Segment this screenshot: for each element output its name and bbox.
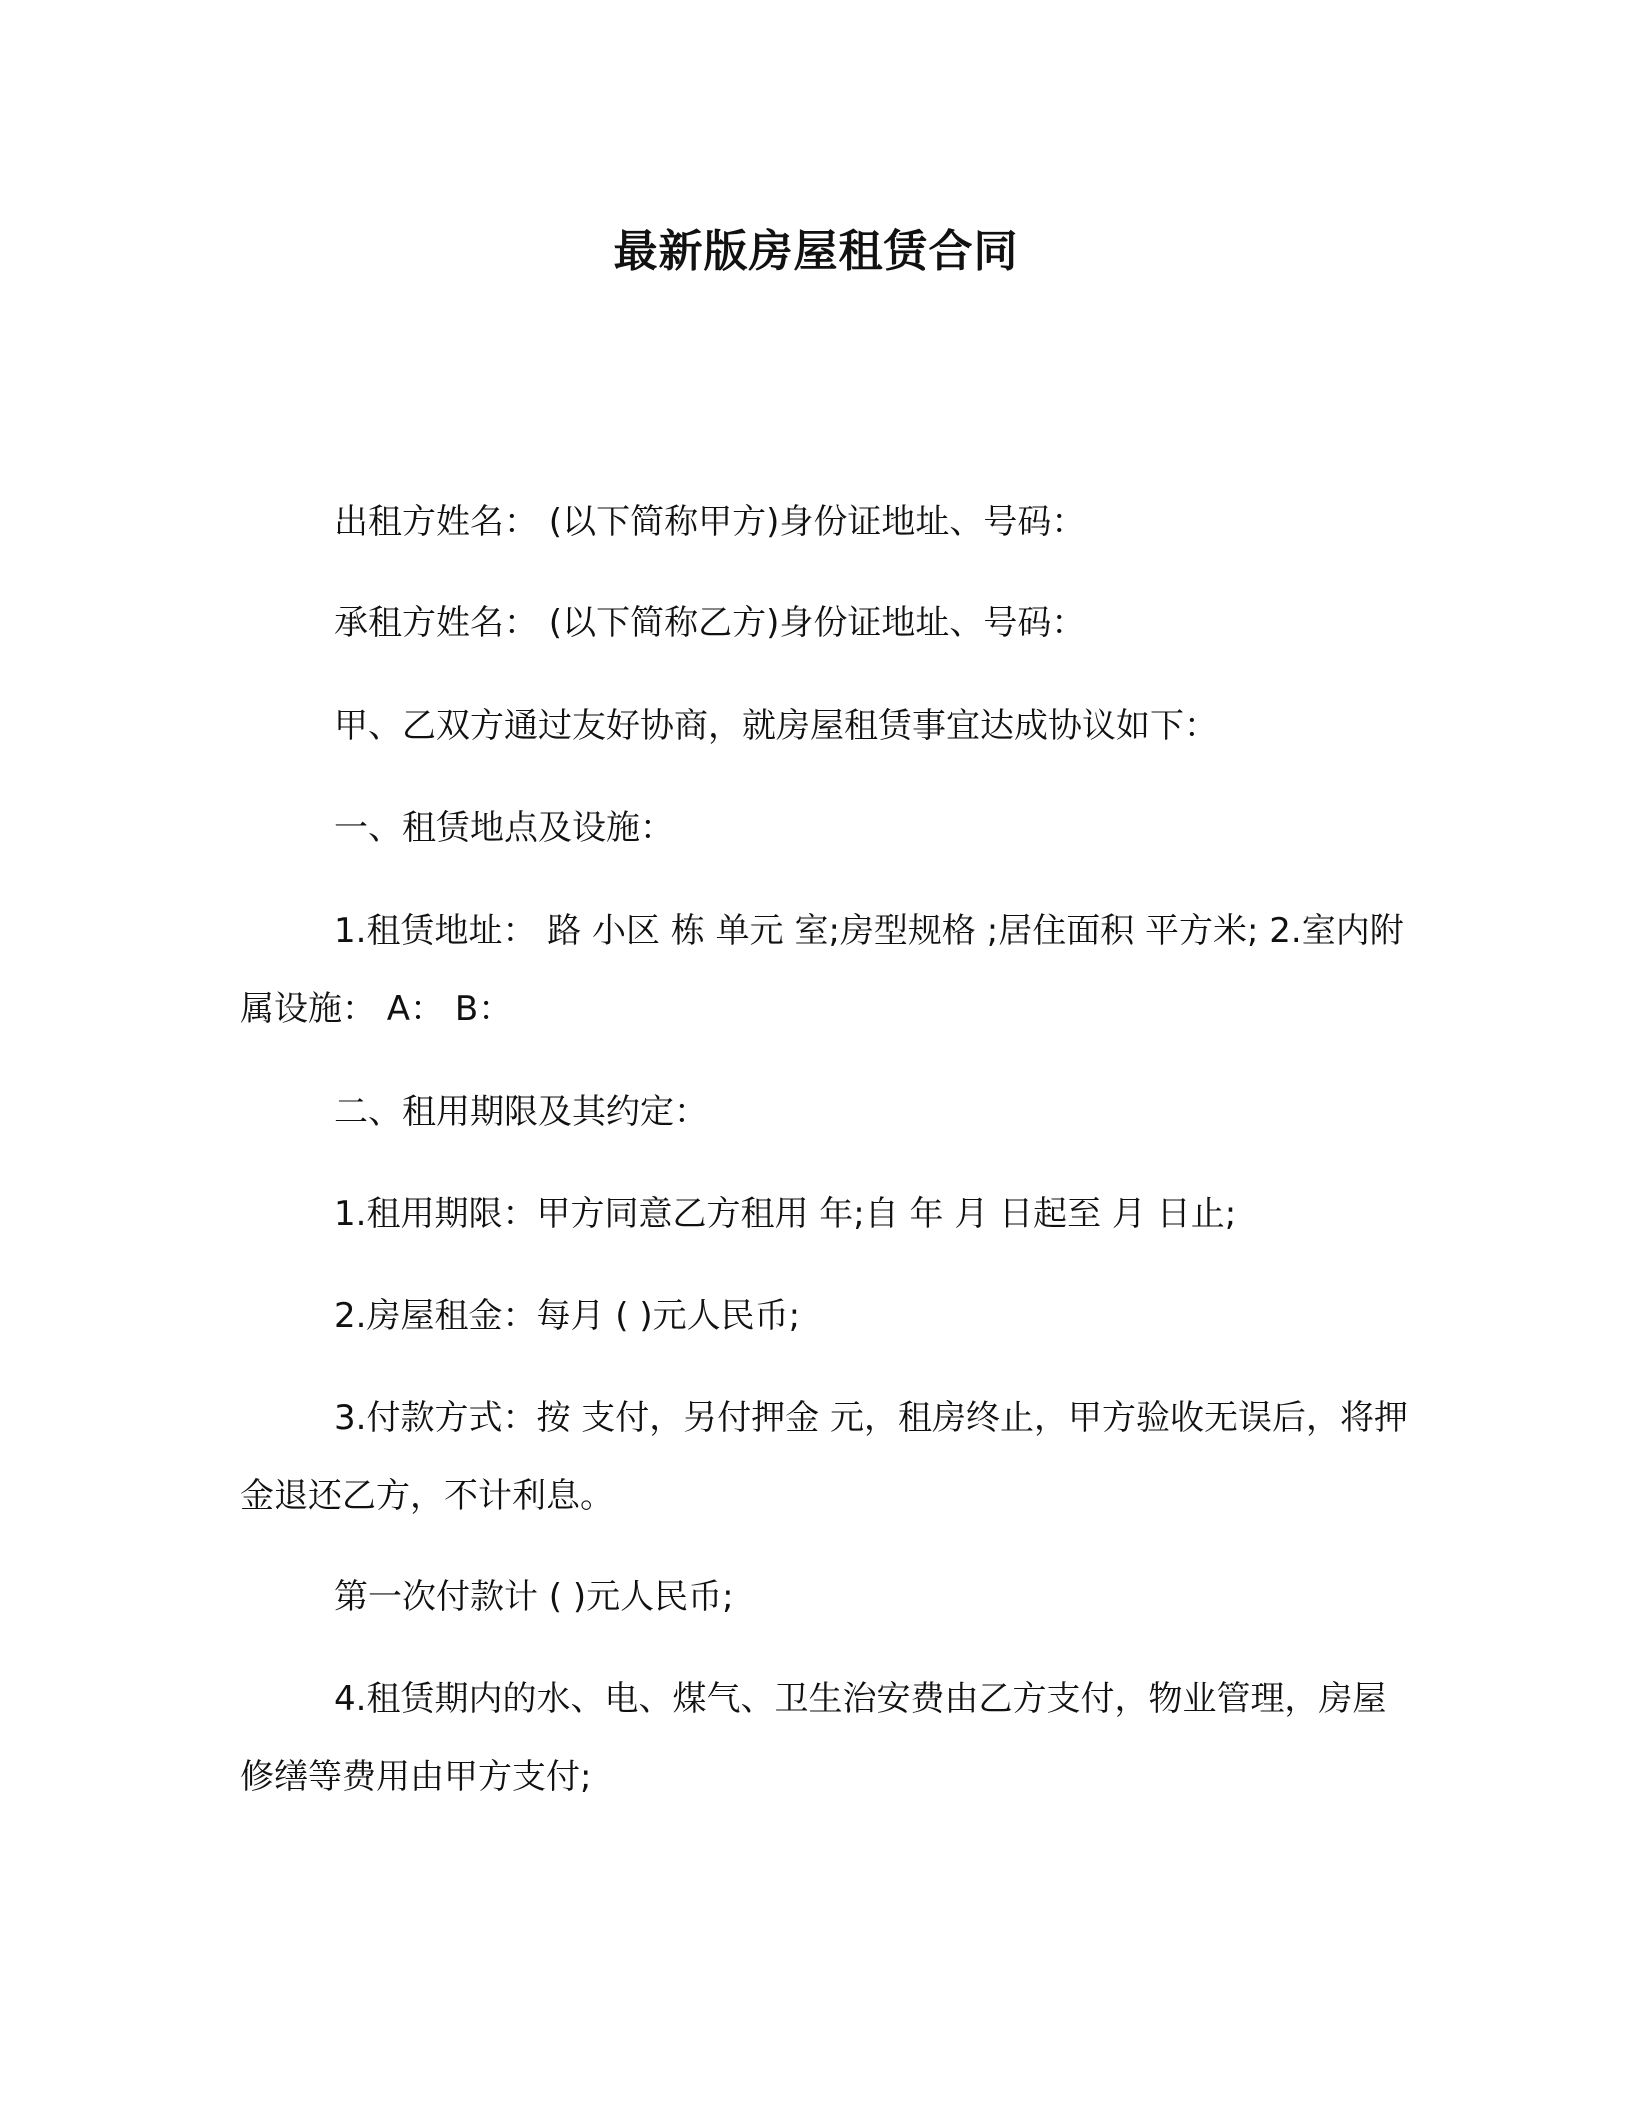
paragraph-first-payment: 第一次付款计 ( )元人民币; — [334, 1577, 734, 1617]
paragraph-payment-method: 3.付款方式：按 支付，另付押金 元，租房终止，甲方验收无误后，将押金退还乙方，不计利息。 — [240, 1398, 1409, 1516]
section-heading-location: 一、租赁地点及设施： — [334, 808, 674, 848]
paragraph-lessor: 出租方姓名： (以下简称甲方)身份证地址、号码： — [334, 502, 1086, 542]
paragraph-lessee: 承租方姓名： (以下简称乙方)身份证地址、号码： — [334, 603, 1086, 643]
paragraph-rent-amount: 2.房屋租金：每月 ( )元人民币; — [334, 1296, 801, 1336]
document-title: 最新版房屋租赁合同 — [613, 226, 1019, 277]
paragraph-fees: 4.租赁期内的水、电、煤气、卫生治安费由乙方支付，物业管理，房屋修缮等费用由甲方支付; — [240, 1679, 1387, 1797]
paragraph-rental-term: 1.租用期限：甲方同意乙方租用 年;自 年 月 日起至 月 日止; — [334, 1194, 1237, 1234]
section-heading-term: 二、租用期限及其约定： — [334, 1092, 708, 1132]
paragraph-rental-address: 1.租赁地址： 路 小区 栋 单元 室;房型规格 ;居住面积 平方米; 2.室内附属设施： A： B： — [240, 911, 1404, 1029]
paragraph-agreement-intro: 甲、乙双方通过友好协商，就房屋租赁事宜达成协议如下： — [334, 706, 1218, 746]
